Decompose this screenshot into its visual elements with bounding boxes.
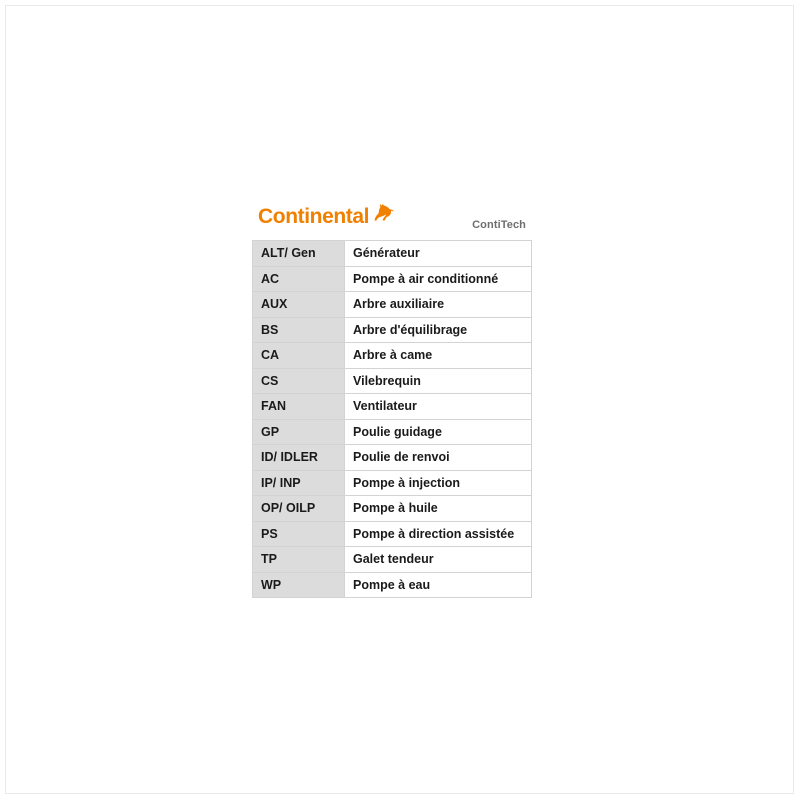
table-row (253, 241, 532, 267)
table-row (253, 572, 532, 598)
table-row (253, 368, 532, 394)
brand-header (252, 192, 532, 240)
desc-cell: Pompe à air conditionné (345, 266, 532, 292)
table-row (253, 343, 532, 369)
desc-cell: Pompe à huile (345, 496, 532, 522)
desc-cell: Vilebrequin (345, 368, 532, 394)
abbr-cell: PS (253, 521, 345, 547)
desc-cell: Pompe à eau (345, 572, 532, 598)
abbr-cell: IP/ INP (253, 470, 345, 496)
desc-cell: Arbre à came (345, 343, 532, 369)
abbr-cell: OP/ OILP (253, 496, 345, 522)
abbr-cell: AUX (253, 292, 345, 318)
table-row (253, 445, 532, 471)
table-row (253, 496, 532, 522)
desc-cell: Ventilateur (345, 394, 532, 420)
abbr-cell: CS (253, 368, 345, 394)
desc-cell: Pompe à injection (345, 470, 532, 496)
table-row (253, 317, 532, 343)
abbr-cell: AC (253, 266, 345, 292)
abbreviation-legend-table (252, 240, 532, 598)
prancing-horse-icon (371, 200, 397, 229)
table-row (253, 419, 532, 445)
abbr-cell: CA (253, 343, 345, 369)
abbr-cell: BS (253, 317, 345, 343)
continental-logo (258, 200, 397, 232)
abbr-cell: TP (253, 547, 345, 573)
table-row (253, 547, 532, 573)
desc-cell: Poulie de renvoi (345, 445, 532, 471)
abbr-cell: ALT/ Gen (253, 241, 345, 267)
legend-card (252, 192, 532, 598)
desc-cell: Pompe à direction assistée (345, 521, 532, 547)
legend-table-body (253, 241, 532, 598)
abbr-cell: WP (253, 572, 345, 598)
desc-cell: Poulie guidage (345, 419, 532, 445)
table-row (253, 521, 532, 547)
abbr-cell: ID/ IDLER (253, 445, 345, 471)
desc-cell: Galet tendeur (345, 547, 532, 573)
desc-cell: Arbre auxiliaire (345, 292, 532, 318)
table-row (253, 470, 532, 496)
contitech-subbrand: ContiTech (472, 219, 526, 231)
brand-wordmark: Continental (258, 204, 370, 228)
table-row (253, 292, 532, 318)
table-row (253, 266, 532, 292)
abbr-cell: GP (253, 419, 345, 445)
table-row (253, 394, 532, 420)
desc-cell: Arbre d'équilibrage (345, 317, 532, 343)
abbr-cell: FAN (253, 394, 345, 420)
desc-cell: Générateur (345, 241, 532, 267)
